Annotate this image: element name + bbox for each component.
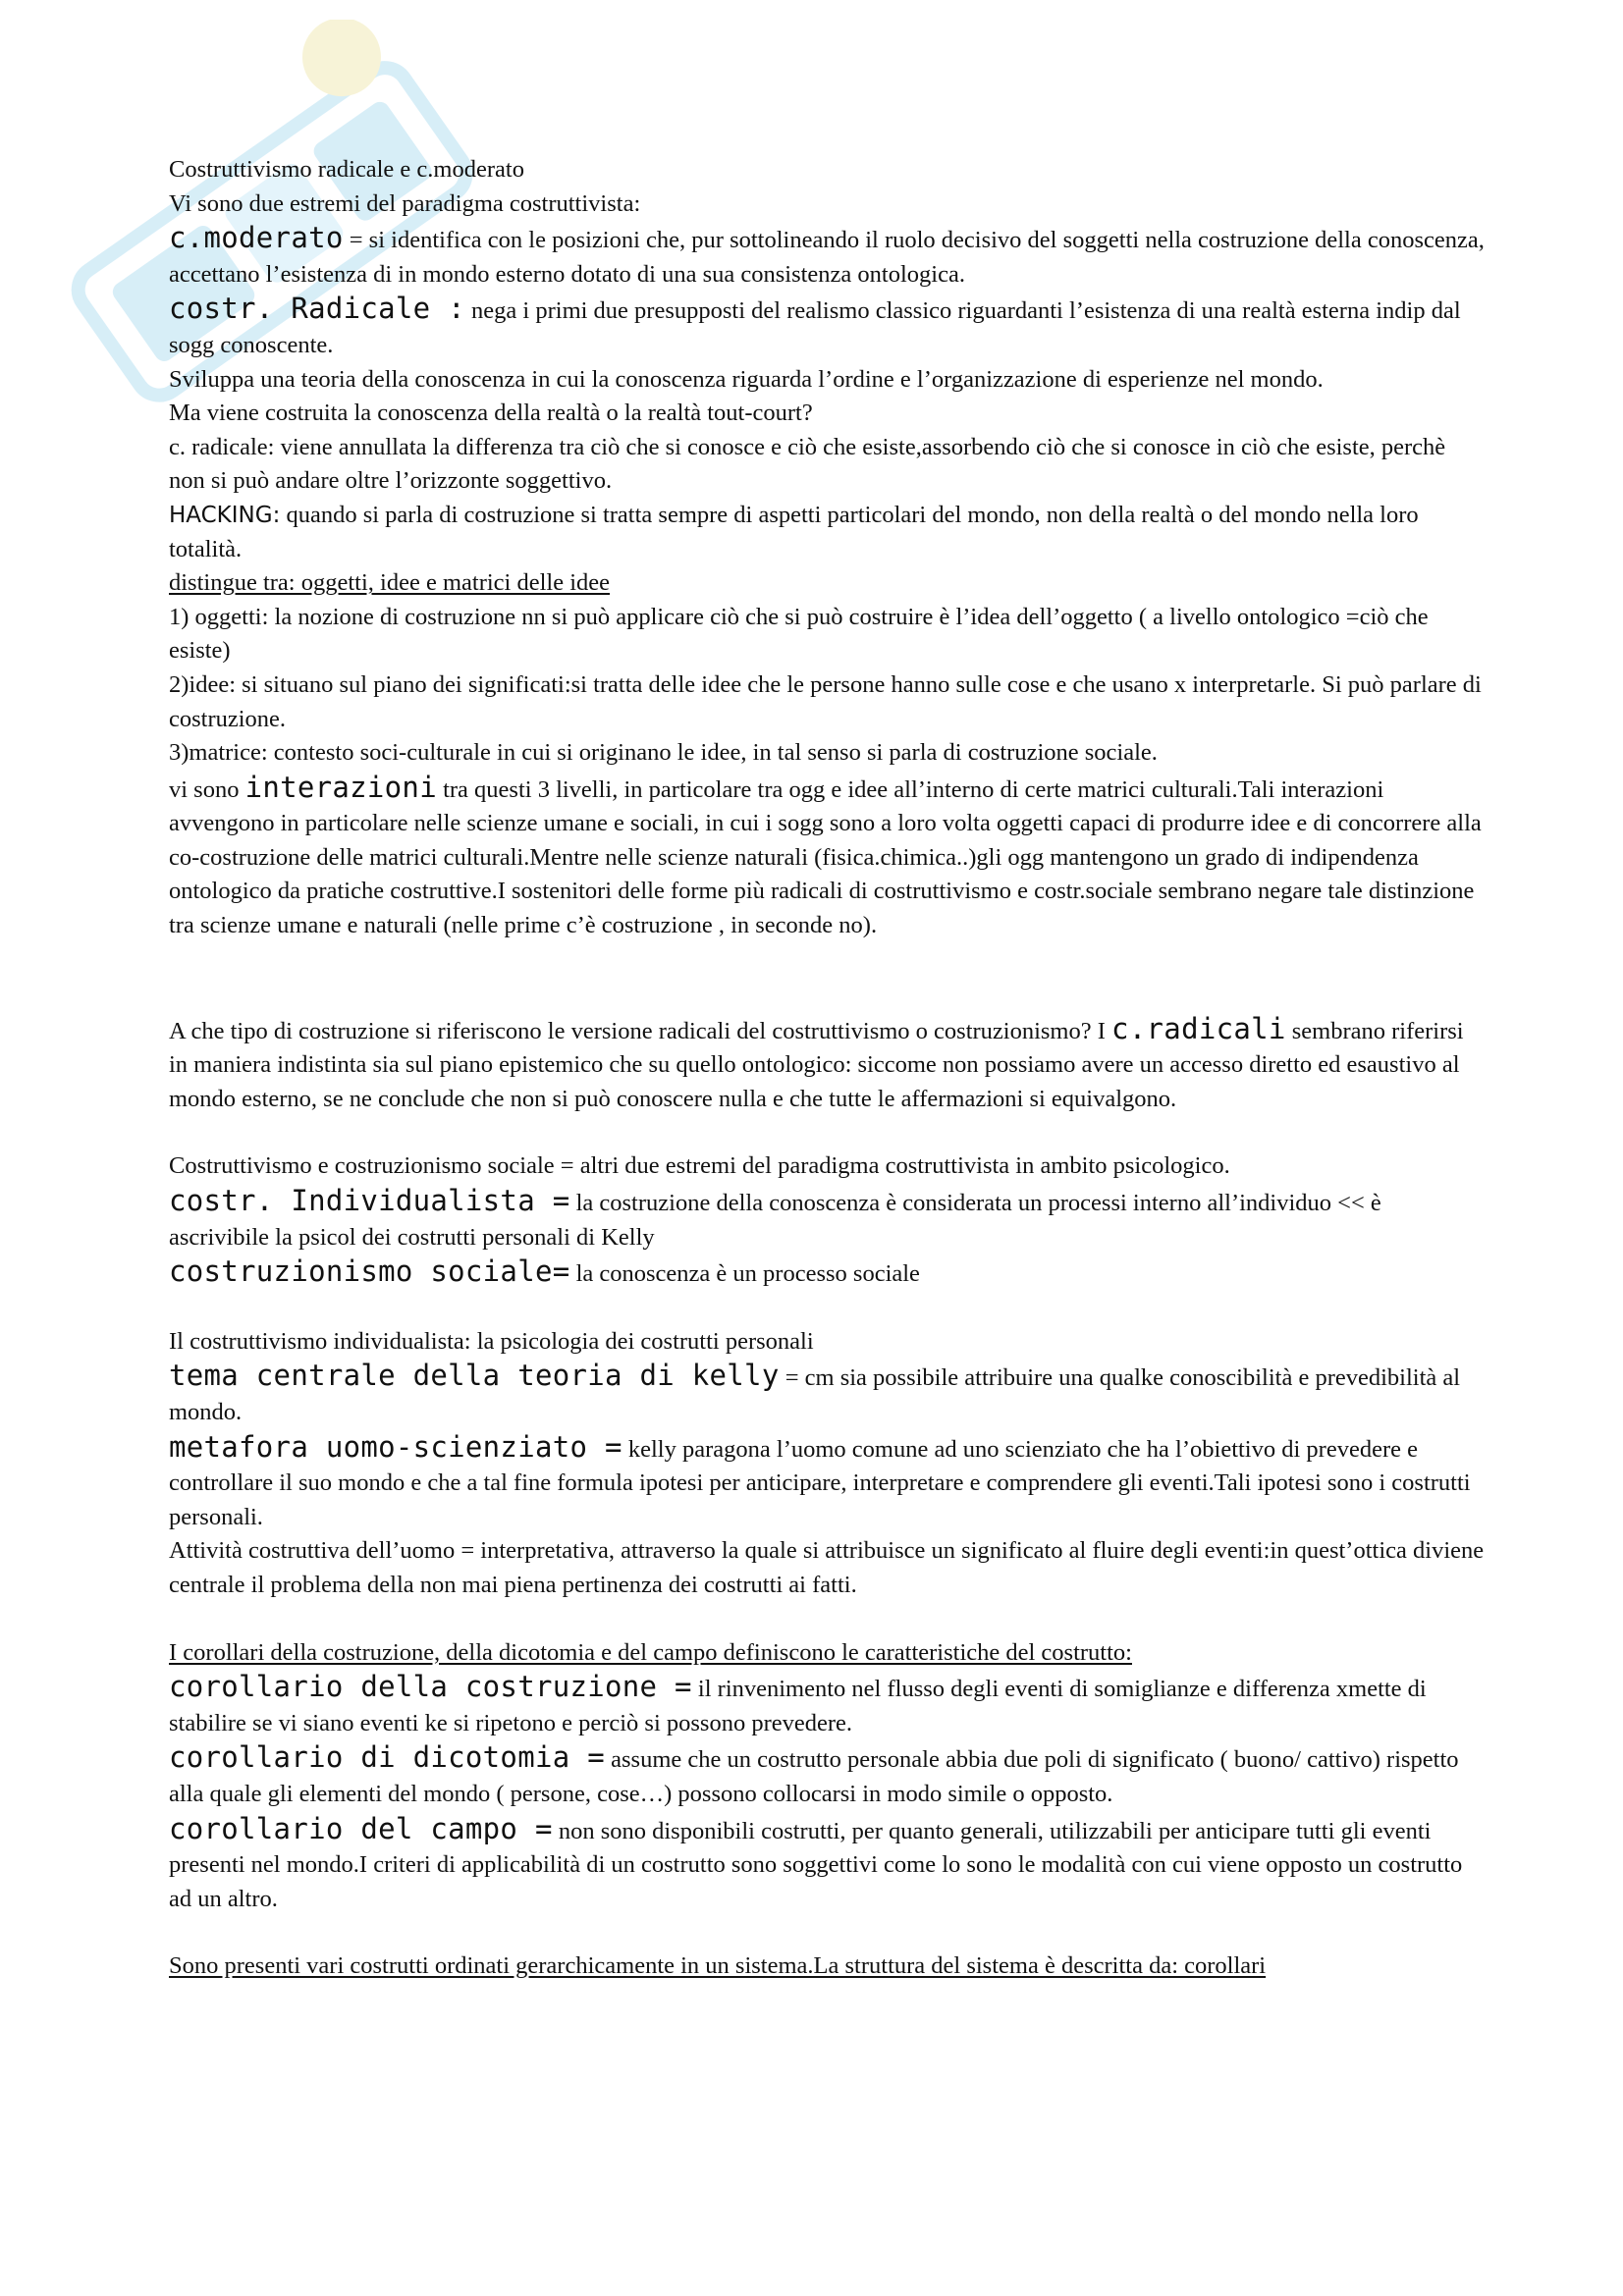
dicotomia-paragraph bbox=[169, 1740, 1485, 1811]
costruzionismo-text: la conoscenza è un processo sociale bbox=[569, 1260, 920, 1288]
list-item-matrice: 3)matrice: contesto soci-culturale in cui si originano le idee, in tal senso si parla di costruzione sociale. bbox=[169, 739, 1158, 767]
list-item-oggetti: 1) oggetti: la nozione di costruzione nn si può applicare ciò che si può costruire è l’idea dell’oggetto ( a livello ontologico =ciò che esiste) bbox=[169, 603, 1429, 665]
list-item-idee: 2)idee: si situano sul piano dei significati:si tratta delle idee che le persone hanno sulle cose e che usano x interpretarle. Si può parlare di costruzione. bbox=[169, 670, 1482, 732]
costruzione-text: il rinvenimento nel flusso degli eventi di somiglianze e differenza xmette di stabilire se vi siano eventi ke si ripetono e perciò si possono prevedere. bbox=[169, 1676, 1427, 1736]
costruzione-term: corollario della costruzione = bbox=[169, 1670, 692, 1704]
radicale-text: nega i primi due presupposti del realismo classico riguardanti l’esistenza di una realtà esterna indip dal sogg conoscente. bbox=[169, 297, 1461, 358]
last-line: Sono presenti vari costrutti ordinati gerarchicamente in un sistema.La struttura del sistema è descritta da: corollari bbox=[169, 1952, 1267, 1980]
intro-line: Vi sono due estremi del paradigma costruttivista: bbox=[169, 189, 641, 217]
campo-term: corollario del campo = bbox=[169, 1811, 553, 1845]
costruzionismo-paragraph bbox=[169, 1255, 1485, 1292]
moderato-paragraph bbox=[169, 221, 1485, 292]
dicotomia-text: assume che un costrutto personale abbia due poli di significato ( buono/ cattivo) rispetto alla quale gli elementi del mondo ( persone, cose…) possono collocarsi in modo simile o opposto. bbox=[169, 1746, 1459, 1807]
hacking-text: quando si parla di costruzione si tratta sempre di aspetti particolari del mondo, non della realtà o del mondo nella loro totalità. bbox=[169, 501, 1419, 562]
interazioni-paragraph bbox=[169, 771, 1485, 943]
sviluppa-paragraph: Sviluppa una teoria della conoscenza in cui la conoscenza riguarda l’ordine e l’organizzazione di esperienze nel mondo. bbox=[169, 365, 1324, 393]
interazioni-text: tra questi 3 livelli, in particolare tra ogg e idee all’interno di certe matrici culturali.Tali interazioni avvengono in particolare nelle scienze umane e sociali, in cui i sogg sono a loro volta oggetti capaci di produrre idee e di concorrere alla co-costruzione delle matrici culturali.Mentre nelle scienze naturali (fisica.chimica..)gli ogg mantengono un grado di indipendenza ontologico da pratiche costruttive.I sostenitori delle forme più radicali di costruttivismo e costr.sociale sembrano negare tale distinzione tra scienze umane e naturali (nelle prime c’è costruzione , in seconde no). bbox=[169, 775, 1482, 939]
c-radicale-paragraph: c. radicale: viene annullata la differenza tra ciò che si conosce e ciò che esiste,assorbendo ciò che si conosce in ciò che esiste, perchè non si può andare oltre l’orizzonte soggettivo. bbox=[169, 433, 1446, 495]
costruzione-paragraph bbox=[169, 1670, 1485, 1740]
costruzionismo-term: costruzionismo sociale= bbox=[169, 1255, 570, 1289]
tema-paragraph bbox=[169, 1359, 1485, 1429]
moderato-term: c.moderato bbox=[169, 221, 344, 255]
campo-paragraph bbox=[169, 1812, 1485, 1917]
individualista-paragraph bbox=[169, 1184, 1485, 1255]
individualista-text: la costruzione della conoscenza è considerata un processi interno all’individuo << è ascrivibile la psicol dei costrutti personali di Kelly bbox=[169, 1190, 1381, 1251]
question-line: Ma viene costruita la conoscenza della realtà o la realtà tout-court? bbox=[169, 400, 813, 427]
metafora-text: kelly paragona l’uomo comune ad uno scienziato che ha l’obiettivo di prevedere e controllare il suo mondo e che a tal fine formula ipotesi per anticipare, interpretare e comprendere gli eventi.Tali ipotesi sono i costrutti personali. bbox=[169, 1435, 1471, 1530]
attivita-paragraph: Attività costruttiva dell’uomo = interpretativa, attraverso la quale si attribuisce un significato al fluire degli eventi:in quest’ottica diviene centrale il problema della non mai piena pertinenza dei costrutti ai fatti. bbox=[169, 1537, 1485, 1598]
doc-title: Costruttivismo radicale e c.moderato bbox=[169, 156, 524, 183]
distingue-heading: distingue tra: oggetti, idee e matrici delle idee bbox=[169, 569, 611, 597]
tema-term: tema centrale della teoria di kelly bbox=[169, 1359, 780, 1393]
interazioni-term: interazioni bbox=[244, 770, 437, 804]
individualista-term: costr. Individualista = bbox=[169, 1184, 570, 1218]
dicotomia-term: corollario di dicotomia = bbox=[169, 1740, 605, 1775]
interazioni-pre: vi sono bbox=[169, 775, 245, 803]
moderato-text: = si identifica con le posizioni che, pur sottolineando il ruolo decisivo del soggetti nella costruzione della conoscenza, accettano l’esistenza di in mondo esterno dotato di una sua consistenza ontologica. bbox=[169, 227, 1485, 288]
metafora-term: metafora uomo-scienziato = bbox=[169, 1429, 622, 1464]
campo-text: non sono disponibili costrutti, per quanto generali, utilizzabili per anticipare tutti gli eventi presenti nel mondo.I criteri di applicabilità di un costrutto sono soggettivi come lo sono le modalità con cui viene opposto un costrutto ad un altro. bbox=[169, 1817, 1463, 1912]
tipo-paragraph bbox=[169, 1012, 1485, 1117]
radicale-paragraph bbox=[169, 292, 1485, 362]
ci-heading: Il costruttivismo individualista: la psicologia dei costrutti personali bbox=[169, 1327, 814, 1355]
cs-heading: Costruttivismo e costruzionismo sociale = altri due estremi del paradigma costruttivista in ambito psicologico. bbox=[169, 1152, 1230, 1180]
hacking-paragraph bbox=[169, 499, 1485, 566]
metafora-paragraph bbox=[169, 1430, 1485, 1535]
hacking-term: HACKING: bbox=[169, 502, 281, 528]
radicale-term: costr. Radicale : bbox=[169, 292, 465, 326]
tema-text: = cm sia possibile attribuire una qualke conoscibilità e prevedibilità al mondo. bbox=[169, 1364, 1461, 1425]
tipo-pre: A che tipo di costruzione si riferiscono le versione radicali del costruttivismo o costruzionismo? I bbox=[169, 1017, 1112, 1044]
document-body bbox=[169, 153, 1485, 1984]
tipo-term: c.radicali bbox=[1111, 1011, 1286, 1045]
tipo-text: sembrano riferirsi in maniera indistinta sia sul piano epistemico che su quello ontologico: siccome non possiamo avere un accesso diretto ed esaustivo al mondo esterno, se ne conclude che non si può conoscere nulla e che tutte le affermazioni si equivalgono. bbox=[169, 1017, 1464, 1112]
corollari-heading: I corollari della costruzione, della dicotomia e del campo definiscono le caratteristiche del costrutto: bbox=[169, 1638, 1132, 1666]
